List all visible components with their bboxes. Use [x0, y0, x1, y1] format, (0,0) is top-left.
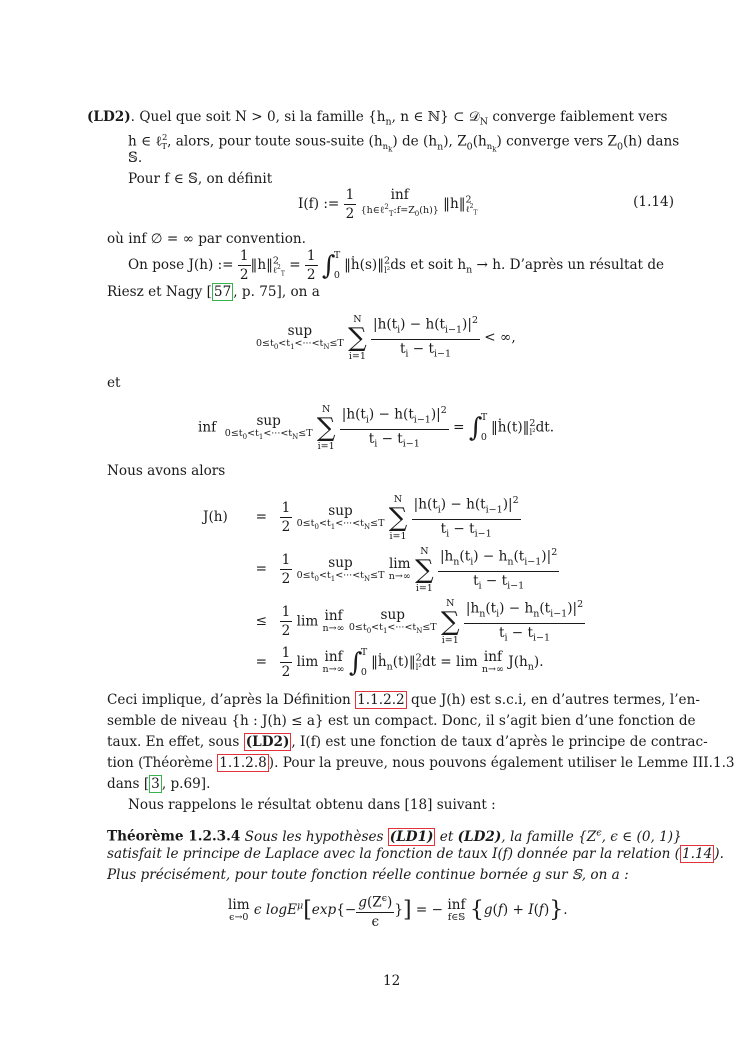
ref-3-link[interactable]: 3	[151, 776, 160, 792]
ceci-text-5b: , p.69].	[161, 776, 211, 792]
on-pose-start: On pose J(h) :=	[128, 257, 234, 273]
ld2-text-2: h ∈ ℓ	[128, 133, 162, 150]
aligned-row-4: = $\frac{1}{2}$ lim inf n→∞ ∫ T 0 ‖ḣ$_n$(t)‖$^2_{l^2}$dt = lim inf n→∞ $J(h_n)$.	[255, 645, 544, 680]
pour-f-line: Pour f ∈ 𝕊, on définit	[128, 171, 273, 187]
ld2-line-1: (LD2). Quel que soit N > 0, si la famille {$h_n$, n ∈ ℕ} ⊂ 𝒟$_N$ converge faiblement vers	[87, 109, 668, 128]
aligned-row-2: = $\frac{1}{2}$ sup $0\le t_0<t_1<\cdot\cdot\cdot<t_N\le T$ lim n→∞ N ∑ i=1 $\frac{|h_n(t_i) - h_n(t_{i-1})|^2}{t_i - t_{i-1}}$	[255, 545, 558, 594]
ceci-line-1	[107, 690, 700, 710]
ld1-ref-link[interactable]: (LD1)	[389, 828, 434, 845]
convention-line: où inf ∅ = ∞ par convention.	[107, 231, 306, 247]
on-pose-line: On pose J(h) := $\frac{1}{2}$ ‖h‖$^2_{\ell^2_T}$ = $\frac{1}{2}$ ∫ T 0 ‖ḣ(s)‖$^2_{l^2}$ds et soit $h_n \to h$. D’après un résultat de	[128, 248, 665, 283]
laplace-equation: lim ϵ→0 ϵ logE$^\mu$[exp{− $\frac{g(Z^\epsilon)}{\epsilon}$ }] = − inf f∈𝕊 {g(f) + I(f)}.	[228, 890, 568, 931]
theorem-line-2	[107, 844, 724, 864]
theorem-text-1a: Sous les hypothèses	[244, 828, 388, 845]
rappel-line: Nous rappelons le résultat obtenu dans [18] suivant :	[128, 797, 496, 813]
theorem-line-1: Théorème 1.2.3.4 Sous les hypothèses (LD1) et (LD2), la famille {$Z^\epsilon$, ϵ ∈ (0, 1)}	[107, 827, 682, 845]
ceci-text-5a: dans [	[107, 776, 150, 792]
ceci-text-3b: , I(f) est une fonction de taux d’après le principe de contrac-	[291, 734, 708, 750]
ld2-line-2: h ∈ ℓ$^2_T$, alors, pour toute sous-suite $(h_{n_k})$ de $(h_n)$, $Z_0(h_{n_k})$ converge vers $Z_0(h)$ dans	[128, 133, 680, 154]
ld2-line-3: 𝕊.	[128, 150, 143, 166]
ceci-text-4b: ). Pour la preuve, nous pouvons également utiliser le Lemme III.1.3	[268, 755, 735, 771]
theorem-ref-link[interactable]: 1.1.2.8	[219, 755, 267, 771]
ceci-line-4	[107, 753, 735, 773]
ceci-line-5	[107, 774, 210, 794]
ld2-label: (LD2)	[87, 109, 131, 125]
theorem-text-2a: satisfait le principe de Laplace avec la fonction de taux I(f) donnée par la relation (	[107, 846, 680, 862]
riesz-start: Riesz et Nagy [	[107, 284, 212, 300]
ceci-text-4a: tion (Théorème	[107, 755, 218, 771]
theorem-text-1b: et	[435, 828, 458, 845]
ceci-line-3	[107, 732, 708, 752]
aligned-row-1: J(h) = $\frac{1}{2}$ sup $0\le t_0<t_1<\cdot\cdot\cdot<t_N\le T$ N ∑ i=1 $\frac{|h(t_i) - h(t_{i-1})|^2}{t_i - t_{i-1}}$	[203, 493, 519, 542]
ld2-ref-theorem[interactable]: (LD2)	[457, 828, 502, 845]
ld2-text-3: , alors, pour toute sous-suite (h	[167, 133, 383, 150]
ceci-line-2: semble de niveau {h : J(h) ≤ a} est un compact. Donc, il s’agit bien d’une fonction de	[107, 713, 696, 729]
equation-sup-sum: sup $0\le t_0<t_1<\cdot\cdot\cdot<t_N\le T$ N ∑ i=1 $\frac{|h(t_i) - h(t_{i-1})|^2}{t_i - t_{i-1}}$ < ∞,	[256, 313, 516, 362]
ceci-text-1b: que J(h) est s.c.i, en d’autres termes, l’en-	[406, 692, 700, 708]
nous-avons-alors: Nous avons alors	[107, 463, 226, 479]
ceci-text-3a: taux. En effet, sous	[107, 734, 244, 750]
et-line: et	[107, 375, 121, 391]
page-number: 12	[383, 973, 401, 989]
def-ref-link[interactable]: 1.1.2.2	[357, 692, 405, 708]
ld2-text-1: . Quel que soit N > 0, si la famille {h	[130, 109, 386, 125]
theorem-text-2b: ).	[714, 846, 724, 862]
ceci-text-1a: Ceci implique, d’après la Définition	[107, 692, 356, 708]
theorem-label: Théorème 1.2.3.4	[107, 828, 241, 845]
ld2-ref-link[interactable]: (LD2)	[245, 734, 290, 750]
riesz-line	[107, 282, 320, 302]
eq-lhs: I(f) :=	[298, 196, 340, 212]
on-pose-end: et soit h	[410, 257, 467, 273]
equation-inf-sup: inf sup $0\le t_0<t_1<\cdot\cdot\cdot<t_N\le T$ N ∑ i=1 $\frac{|h(t_i) - h(t_{i-1})|^2}{t_i - t_{i-1}}$ = ∫ T 0 ‖ḣ(t)‖$^2_{l^2}$dt.	[198, 403, 555, 452]
equation-number: (1.14)	[633, 194, 674, 210]
riesz-end: , p. 75], on a	[233, 284, 320, 300]
aligned-row-3: ≤ $\frac{1}{2}$ lim inf n→∞ sup $0\le t_0<t_1<\cdot\cdot\cdot<t_N\le T$ N ∑ i=1 $\frac{|h_n(t_i) - h_n(t_{i-1})|^2}{t_i - t_{i-1}}$	[255, 597, 584, 646]
theorem-text-1c: , la famille {Z	[501, 828, 597, 845]
theorem-line-3: Plus précisément, pour toute fonction réelle continue bornée g sur 𝕊, on a :	[107, 867, 629, 883]
eq-ref-link[interactable]: 1.14	[681, 846, 713, 862]
equation-1-14: I(f) := $\frac{1}{2}$ inf $\{h\in\ell^2_T:f=Z_0(h)\}$ ‖h‖$^2_{\ell^2_T}$	[298, 187, 478, 222]
ref-57-link[interactable]: 57	[213, 284, 232, 300]
